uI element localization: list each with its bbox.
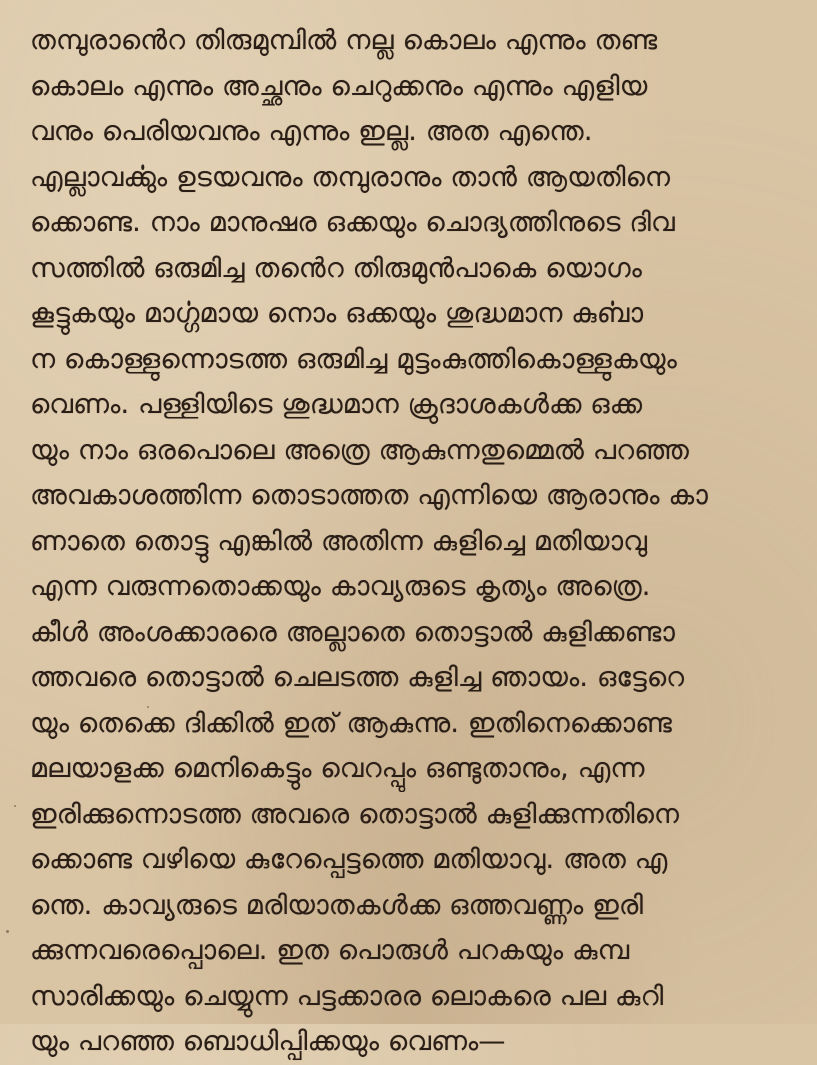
text-line-19: ക്കൊണ്ട വഴിയെ കുറേപ്പെട്ടത്തെ മതിയാവു. അത എ bbox=[30, 844, 668, 875]
text-line-4: എല്ലാവൎക്കും ഉടയവനും തമ്പുരാനും താൻ ആയതിനെ bbox=[30, 161, 671, 193]
text-line-5: ക്കൊണ്ട. നാം മാനുഷര ഒക്കയും ചൊദ്യത്തിനുടെ ദിവ bbox=[30, 207, 675, 238]
text-line-7: കൂട്ടുകയും മാൎഗ്ഗമായ നൊം ഒക്കയും ശുദ്ധമാന കുൎബാ bbox=[30, 298, 644, 329]
body-text bbox=[30, 18, 790, 1065]
paper-speck bbox=[147, 706, 149, 708]
paper-speck bbox=[14, 805, 16, 807]
text-line-18: ഇരിക്കുന്നൊടത്ത അവരെ തൊട്ടാൽ കുളിക്കുന്നതിനെ bbox=[30, 798, 680, 830]
text-line-11: അവകാശത്തിന്ന തൊടാത്തത എന്നിയെ ആരാനും കാ bbox=[30, 480, 709, 511]
text-line-23: യും പറഞ്ഞ ബൊധിപ്പിക്കയും വെണം— bbox=[30, 1026, 506, 1057]
text-line-3: വനും പെരിയവനും എന്നും ഇല്ല. അത എന്തെ. bbox=[30, 116, 593, 147]
text-line-13: എന്ന വരുന്നതൊക്കയും കാവ്യരുടെ കൃത്യം അത്രെ. bbox=[30, 571, 651, 602]
text-line-21: ക്കുന്നവരെപ്പൊലെ. ഇത പൊരുൾ പറകയും കുമ്പ bbox=[30, 935, 630, 966]
text-line-12: ണാതെ തൊട്ടു എങ്കിൽ അതിന്ന കുളിച്ചെ മതിയാവു bbox=[30, 525, 648, 557]
text-line-22: സാരിക്കയും ചെയ്യുന്ന പട്ടക്കാരര ലൊകരെ പല കുറി bbox=[30, 980, 664, 1012]
text-line-2: കൊലം എന്നും അച്ഛനും ചെറുക്കനും എന്നും എളിയ bbox=[30, 70, 648, 102]
text-line-9: വെണം. പള്ളിയിടെ ശുദ്ധമാന ക്രുദാശകൾക്ക ഒക്ക bbox=[30, 389, 643, 420]
text-line-8: ന കൊള്ളുന്നൊടത്ത ഒരുമിച്ച മുട്ടംകുത്തികൊള്ളുകയും bbox=[30, 343, 678, 375]
text-line-14: കീൾ അംശക്കാരരെ അല്ലാതെ തൊട്ടാൽ കുളിക്കണ്ടാ bbox=[30, 616, 676, 648]
text-line-15: ത്തവരെ തൊട്ടാൽ ചെലടത്ത കുളിച്ച ഞായം. ഒട്ടേറെ bbox=[30, 662, 685, 693]
text-line-6: സത്തിൽ ഒരുമിച്ച തൻെറ തിരുമുൻപാകെ യൊഗം bbox=[30, 252, 643, 284]
text-line-20: ന്തെ. കാവ്യരുടെ മരിയാതകൾക്ക ഒത്തവണ്ണം ഇരി bbox=[30, 889, 644, 921]
text-line-1: തമ്പുരാൻെറ തിരുമുമ്പിൽ നല്ല കൊലം എന്നും തണ്ട bbox=[30, 25, 658, 56]
paper-speck bbox=[6, 930, 9, 933]
text-line-10: യും നാം ഒരപൊലെ അത്രെ ആകുന്നതുമ്മെൽ പറഞ്ഞ bbox=[30, 434, 689, 466]
text-line-17: മലയാളക്ക മെനികെട്ടും വെറപ്പും ഒണ്ടുതാനും, എന്ന bbox=[30, 753, 645, 784]
text-line-16: യും തെക്കെ ദിക്കിൽ ഇത് ആകുന്നു. ഇതിനെക്കൊണ്ട bbox=[30, 707, 672, 739]
